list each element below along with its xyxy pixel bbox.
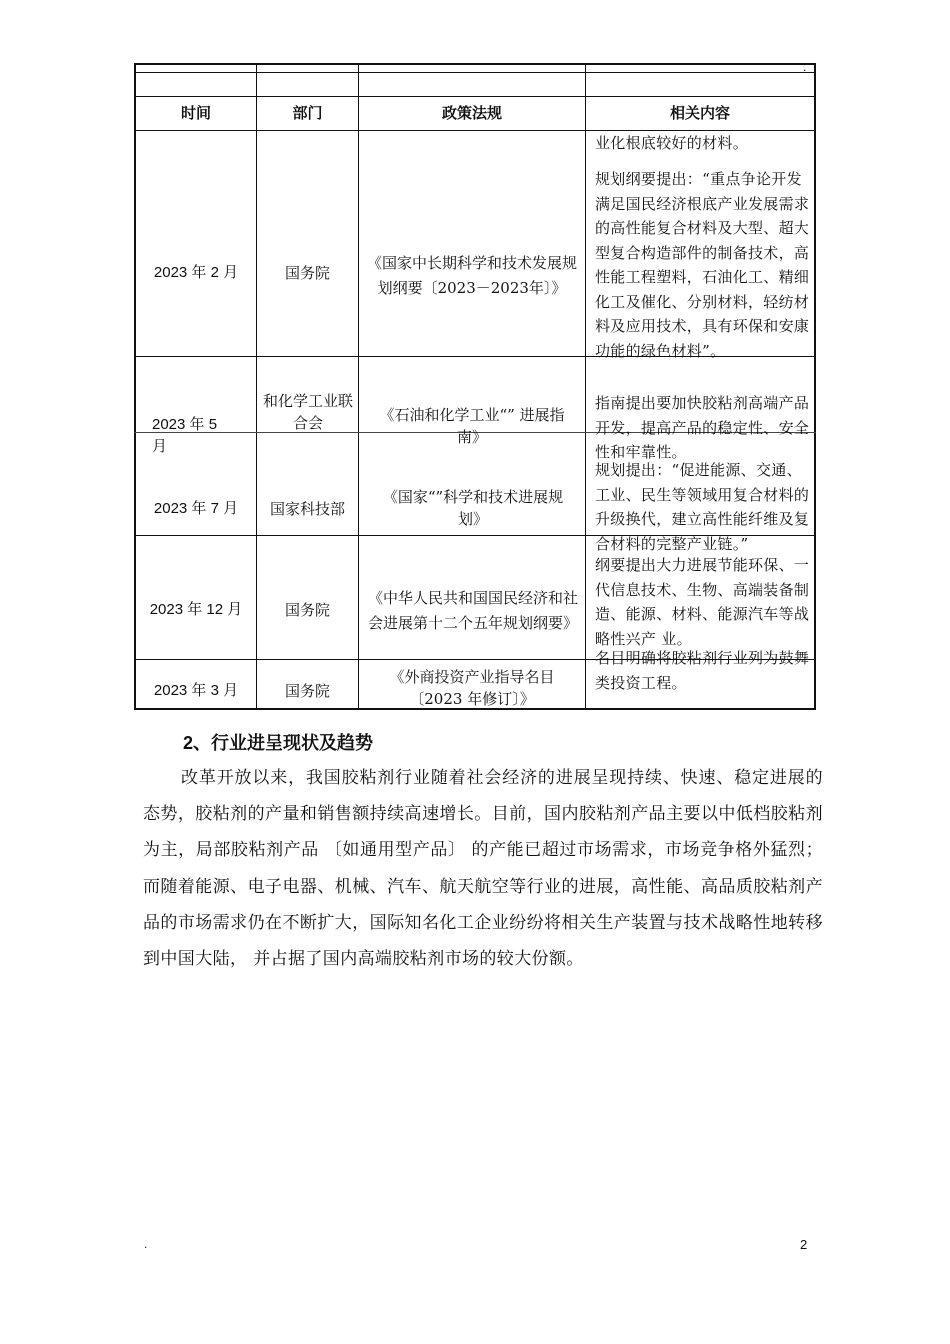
row4-policy: 《中华人民共和国国民经济和社会进展第十二个五年规划纲要》: [368, 589, 579, 632]
row2-time: 2023 年 5 月: [152, 416, 218, 455]
page-number: 2: [800, 1237, 808, 1252]
row5-time: 2023 年 3 月: [153, 682, 239, 699]
row2-department: 和化学工业联合会: [262, 392, 353, 432]
row5-content: 名目明确将胶粘剂行业列为鼓舞类投资工程。: [595, 649, 810, 692]
header-policy: 政策法规: [441, 104, 502, 122]
row3-department: 国家科技部: [269, 500, 345, 518]
corner-dot: .: [803, 60, 807, 74]
row3-content: 规划提出：“促进能源、交通、工业、民生等领域用复合材料的升级换代，建立高性能纤维及复合材料的完整产业链。”: [595, 461, 810, 553]
row2-content: 指南提出要加快胶粘剂高端产品开发，提高产品的稳定性、安全性和牢靠性。: [595, 394, 810, 461]
header-department: 部门: [292, 104, 323, 122]
section-title: 2、行业进呈现状及趋势: [183, 733, 374, 753]
row1-content: 规划纲要提出：“重点争论开发满足国民经济根底产业发展需求的高性能复合材料及大型、超大型复合构造部件的制备技术，高性能工程塑料，石油化工、精细化工及催化、分别材料，轻纺材料及应用技术，具有环保和安康功能的绿色材料”。: [595, 170, 810, 360]
row5-department: 国务院: [284, 682, 330, 700]
row4-content: 纲要提出大力进展节能环保、一代信息技术、生物、高端装备制造、能源、材料、能源汽车等战略性兴产 业。: [595, 556, 810, 648]
row3-time: 2023 年 7 月: [153, 500, 239, 517]
row4-time: 2023 年 12 月: [149, 601, 243, 618]
row5-policy: 《外商投资产业指导名目〔2023 年修订〕》: [389, 668, 555, 708]
table-column-divider: [585, 63, 586, 710]
footer-dot: .: [144, 1237, 148, 1251]
row1-time: 2023 年 2 月: [153, 264, 239, 281]
row1-department: 国务院: [284, 264, 330, 282]
row2-policy: 《石油和化学工业“” 进展指南》: [379, 406, 565, 446]
table-column-divider: [358, 63, 359, 710]
header-content: 相关内容: [669, 104, 730, 122]
row3-policy: 《国家“”科学和技术进展规划》: [382, 488, 564, 528]
row1-policy: 《国家中长期科学和技术发展规划纲要〔2023－2023年〕》: [366, 254, 577, 297]
header-time: 时间: [180, 104, 211, 122]
body-paragraph: 改革开放以来，我国胶粘剂行业随着社会经济的进展呈现持续、快速、稳定进展的态势，胶粘剂的产量和销售额持续高速增长。目前，国内胶粘剂产品主要以中低档胶粘剂为主，局部胶粘剂产品 〔如通用型产品〕 的产能已超过市场需求，市场竞争格外猛烈；而随着能源、电子电器、机械、汽车、航天航空等行业的进展，高性能、高品质胶粘剂产品的市场需求仍在不断扩大，国际知名化工企业纷纷将相关生产装置与技术战略性地转移到中国大陆， 并占据了国内高端胶粘剂市场的较大份额。: [143, 768, 823, 970]
row4-department: 国务院: [284, 601, 330, 619]
row1-content-top: 业化根底较好的材料。: [595, 134, 749, 152]
table-row-divider: [134, 72, 816, 73]
